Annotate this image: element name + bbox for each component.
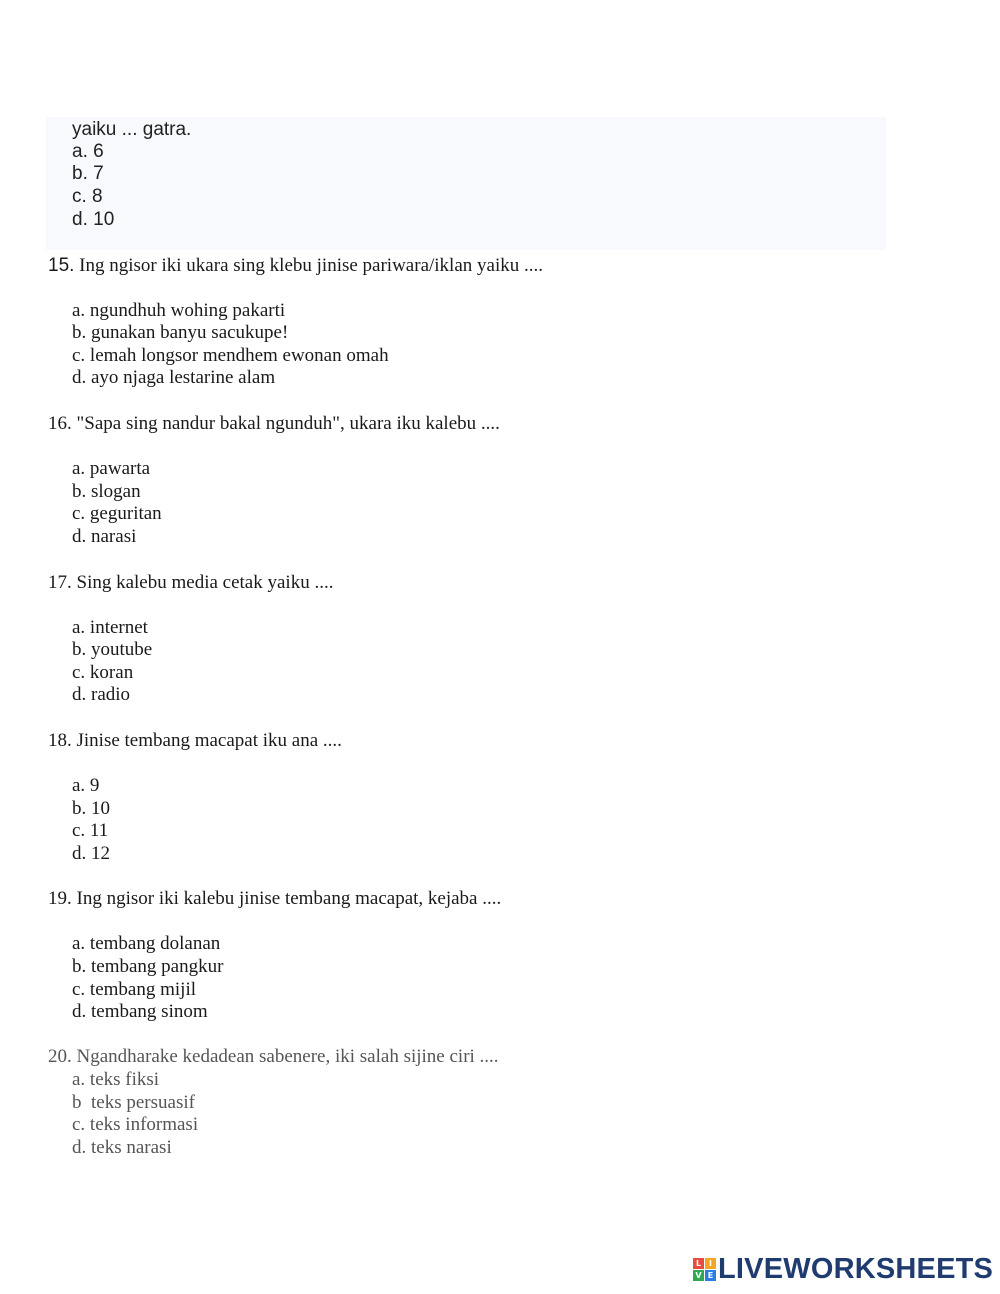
q15-option-c: c. lemah longsor mendhem ewonan omah — [72, 345, 389, 366]
q14-option-c: c. 8 — [72, 186, 103, 207]
logo-mark-letter: L — [693, 1258, 704, 1269]
q20-option-d: d. teks narasi — [72, 1137, 172, 1158]
q15-question — [48, 255, 543, 277]
logo-mark-letter: I — [705, 1258, 716, 1269]
q19-option-b: b. tembang pangkur — [72, 956, 224, 977]
q18-option-b: b. 10 — [72, 798, 110, 819]
liveworksheets-logo — [693, 1254, 993, 1284]
q17-option-a: a. internet — [72, 617, 148, 638]
q16-option-a: a. pawarta — [72, 458, 151, 479]
q19-option-d: d. tembang sinom — [72, 1001, 208, 1022]
logo-mark-letter: V — [693, 1270, 704, 1281]
q17-question: 17. Sing kalebu media cetak yaiku .... — [48, 572, 334, 593]
q15-text: Ing ngisor iki ukara sing klebu jinise pariwara/iklan yaiku .... — [74, 255, 543, 276]
q14-option-b: b. 7 — [72, 163, 104, 184]
q19-option-c: c. tembang mijil — [72, 979, 197, 1000]
q17-option-d: d. radio — [72, 684, 131, 705]
q15-option-d: d. ayo njaga lestarine alam — [72, 367, 276, 388]
q19-option-a: a. tembang dolanan — [72, 933, 221, 954]
q14-stem-tail: yaiku ... gatra. — [72, 119, 192, 140]
q20-option-b: b teks persuasif — [72, 1092, 195, 1113]
q14-option-d: d. 10 — [72, 209, 115, 230]
q18-question: 18. Jinise tembang macapat iku ana .... — [48, 730, 342, 751]
logo-mark-icon — [693, 1258, 716, 1281]
q17-option-b: b. youtube — [72, 639, 153, 660]
q20-option-a: a. teks fiksi — [72, 1069, 160, 1090]
q18-option-a: a. 9 — [72, 775, 100, 796]
q16-option-c: c. geguritan — [72, 503, 162, 524]
q16-option-b: b. slogan — [72, 481, 141, 502]
q16-question: 16. "Sapa sing nandur bakal ngunduh", ukara iku kalebu .... — [48, 413, 500, 434]
q19-question: 19. Ing ngisor iki kalebu jinise tembang macapat, kejaba .... — [48, 888, 502, 909]
q14-option-a: a. 6 — [72, 141, 104, 162]
logo-text: LIVEWORKSHEETS — [718, 1252, 994, 1285]
q15-option-a: a. ngundhuh wohing pakarti — [72, 300, 286, 321]
q20-option-c: c. teks informasi — [72, 1114, 199, 1135]
q15-number: 15. — [48, 255, 75, 276]
q20-question: 20. Ngandharake kedadean sabenere, iki salah sijine ciri .... — [48, 1046, 499, 1067]
q18-option-d: d. 12 — [72, 843, 110, 864]
logo-mark-letter: E — [705, 1270, 716, 1281]
q15-option-b: b. gunakan banyu sacukupe! — [72, 322, 289, 343]
q17-option-c: c. koran — [72, 662, 134, 683]
q16-option-d: d. narasi — [72, 526, 137, 547]
q18-option-c: c. 11 — [72, 820, 109, 841]
